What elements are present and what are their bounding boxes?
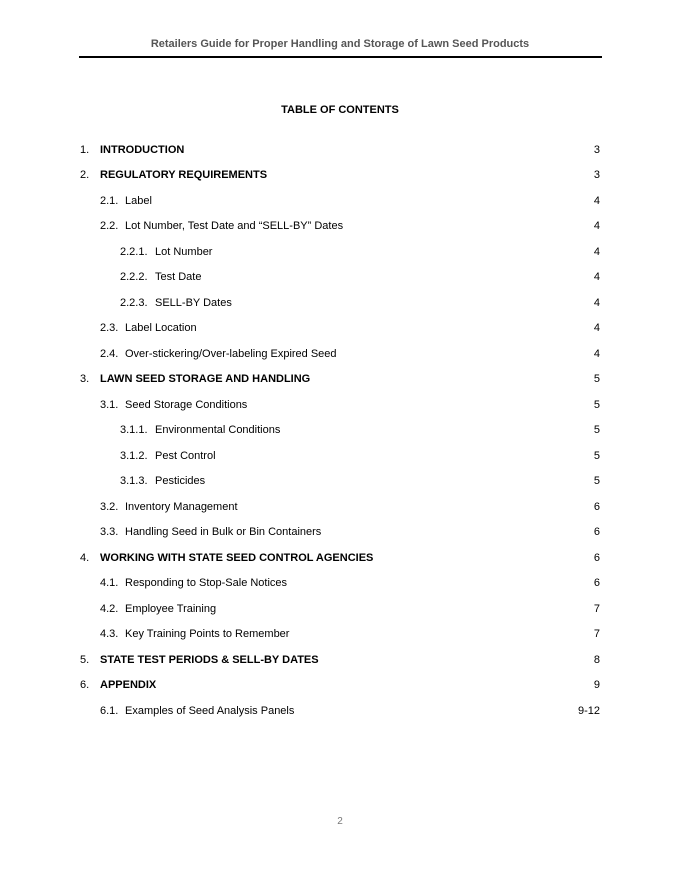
toc-entry[interactable] [80,265,600,291]
toc-entry-page: 6 [593,500,600,513]
toc-entry-number: 2.2.1. [120,245,148,258]
toc-entry-page: 6 [593,577,600,589]
toc-entry-label: STATE TEST PERIODS & SELL-BY DATES [100,653,319,666]
toc-entry-number: 2.2.3. [120,296,148,309]
toc-entry-label: Employee Training [125,602,217,615]
toc-entry-label: Environmental Conditions [155,424,281,436]
toc-entry-number: 3.1. [100,398,119,411]
table-of-contents [80,138,600,725]
toc-entry[interactable] [80,699,600,725]
toc-entry[interactable] [80,418,600,444]
toc-entry-page: 7 [593,628,600,640]
toc-entry-number: 3.3. [100,526,119,538]
toc-entry-label: Label Location [125,322,197,334]
toc-entry-label: Seed Storage Conditions [125,398,248,411]
toc-entry-number: 2.3. [100,322,119,334]
toc-entry-label: Lot Number, Test Date and “SELL-BY” Dates [125,220,344,232]
toc-entry-number: 1. [80,143,90,156]
toc-entry[interactable] [80,571,600,597]
toc-entry-page: 4 [593,347,600,360]
toc-entry[interactable] [80,673,600,699]
toc-entry-number: 2.4. [100,347,119,360]
toc-entry-label: Handling Seed in Bulk or Bin Containers [125,526,322,538]
toc-entry-page: 5 [593,424,600,436]
toc-entry-page: 4 [593,245,600,258]
toc-entry-page: 9-12 [577,704,600,717]
toc-entry-label: Inventory Management [125,500,238,513]
toc-entry-page: 4 [593,271,600,283]
toc-entry[interactable] [80,316,600,342]
toc-entry-page: 4 [593,194,600,207]
toc-entry-page: 3 [593,143,600,156]
toc-entry-number: 6. [80,679,90,691]
toc-entry[interactable] [80,444,600,470]
running-header: Retailers Guide for Proper Handling and Storage of Lawn Seed Products [150,38,530,50]
toc-entry-label: REGULATORY REQUIREMENTS [100,169,268,181]
toc-entry-label: Label [125,194,152,207]
toc-entry-page: 9 [593,679,600,691]
toc-entry[interactable] [80,291,600,317]
toc-entry-label: Test Date [155,271,202,283]
toc-entry-label: Responding to Stop-Sale Notices [125,577,288,589]
header-rule [79,56,602,58]
toc-entry[interactable] [80,469,600,495]
toc-entry-label: WORKING WITH STATE SEED CONTROL AGENCIES [100,551,374,564]
toc-entry[interactable] [80,214,600,240]
toc-entry-number: 2. [80,169,90,181]
toc-entry-label: Over-stickering/Over-labeling Expired Seed [125,347,337,360]
toc-entry-label: Lot Number [155,245,213,258]
toc-entry-number: 3.1.3. [120,475,148,487]
toc-entry-label: INTRODUCTION [100,143,185,156]
toc-entry-number: 2.1. [100,194,119,207]
toc-entry[interactable] [80,367,600,393]
toc-entry-page: 6 [593,551,600,564]
toc-title: TABLE OF CONTENTS [281,104,399,116]
toc-entry-label: APPENDIX [100,679,157,691]
toc-entry-page: 5 [593,398,600,411]
toc-entry-page: 5 [593,475,600,487]
toc-entry-number: 4. [80,551,90,564]
toc-entry-page: 5 [593,449,600,462]
toc-entry-page: 8 [593,653,600,666]
toc-entry[interactable] [80,240,600,266]
page-number: 2 [337,816,343,827]
toc-entry-page: 4 [593,220,600,232]
toc-entry-page: 4 [593,296,600,309]
toc-entry-label: Pesticides [155,475,206,487]
toc-entry-page: 6 [593,526,600,538]
toc-entry-label: Pest Control [155,449,216,462]
toc-entry-number: 3.1.1. [120,424,148,436]
toc-entry[interactable] [80,342,600,368]
toc-entry-label: LAWN SEED STORAGE AND HANDLING [100,373,311,385]
toc-entry-number: 4.2. [100,602,119,615]
toc-entry-page: 7 [593,602,600,615]
toc-entry-number: 2.2.2. [120,271,148,283]
toc-entry[interactable] [80,138,600,164]
toc-entry-page: 5 [593,373,600,385]
toc-entry-number: 3. [80,373,90,385]
toc-entry-label: Key Training Points to Remember [125,628,290,640]
toc-entry-page: 4 [593,322,600,334]
toc-entry-number: 4.3. [100,628,119,640]
toc-entry[interactable] [80,189,600,215]
toc-entry[interactable] [80,393,600,419]
toc-entry-number: 3.2. [100,500,119,513]
toc-entry-number: 5. [80,653,90,666]
toc-entry[interactable] [80,520,600,546]
toc-entry[interactable] [80,597,600,623]
toc-entry[interactable] [80,648,600,674]
toc-entry-number: 4.1. [100,577,119,589]
toc-entry[interactable] [80,495,600,521]
toc-entry-number: 6.1. [100,704,119,717]
toc-entry-label: Examples of Seed Analysis Panels [125,704,295,717]
toc-entry-number: 2.2. [100,220,119,232]
toc-entry-page: 3 [593,169,600,181]
toc-entry[interactable] [80,546,600,572]
toc-entry[interactable] [80,622,600,648]
toc-entry[interactable] [80,163,600,189]
toc-entry-label: SELL-BY Dates [155,296,232,309]
toc-entry-number: 3.1.2. [120,449,148,462]
